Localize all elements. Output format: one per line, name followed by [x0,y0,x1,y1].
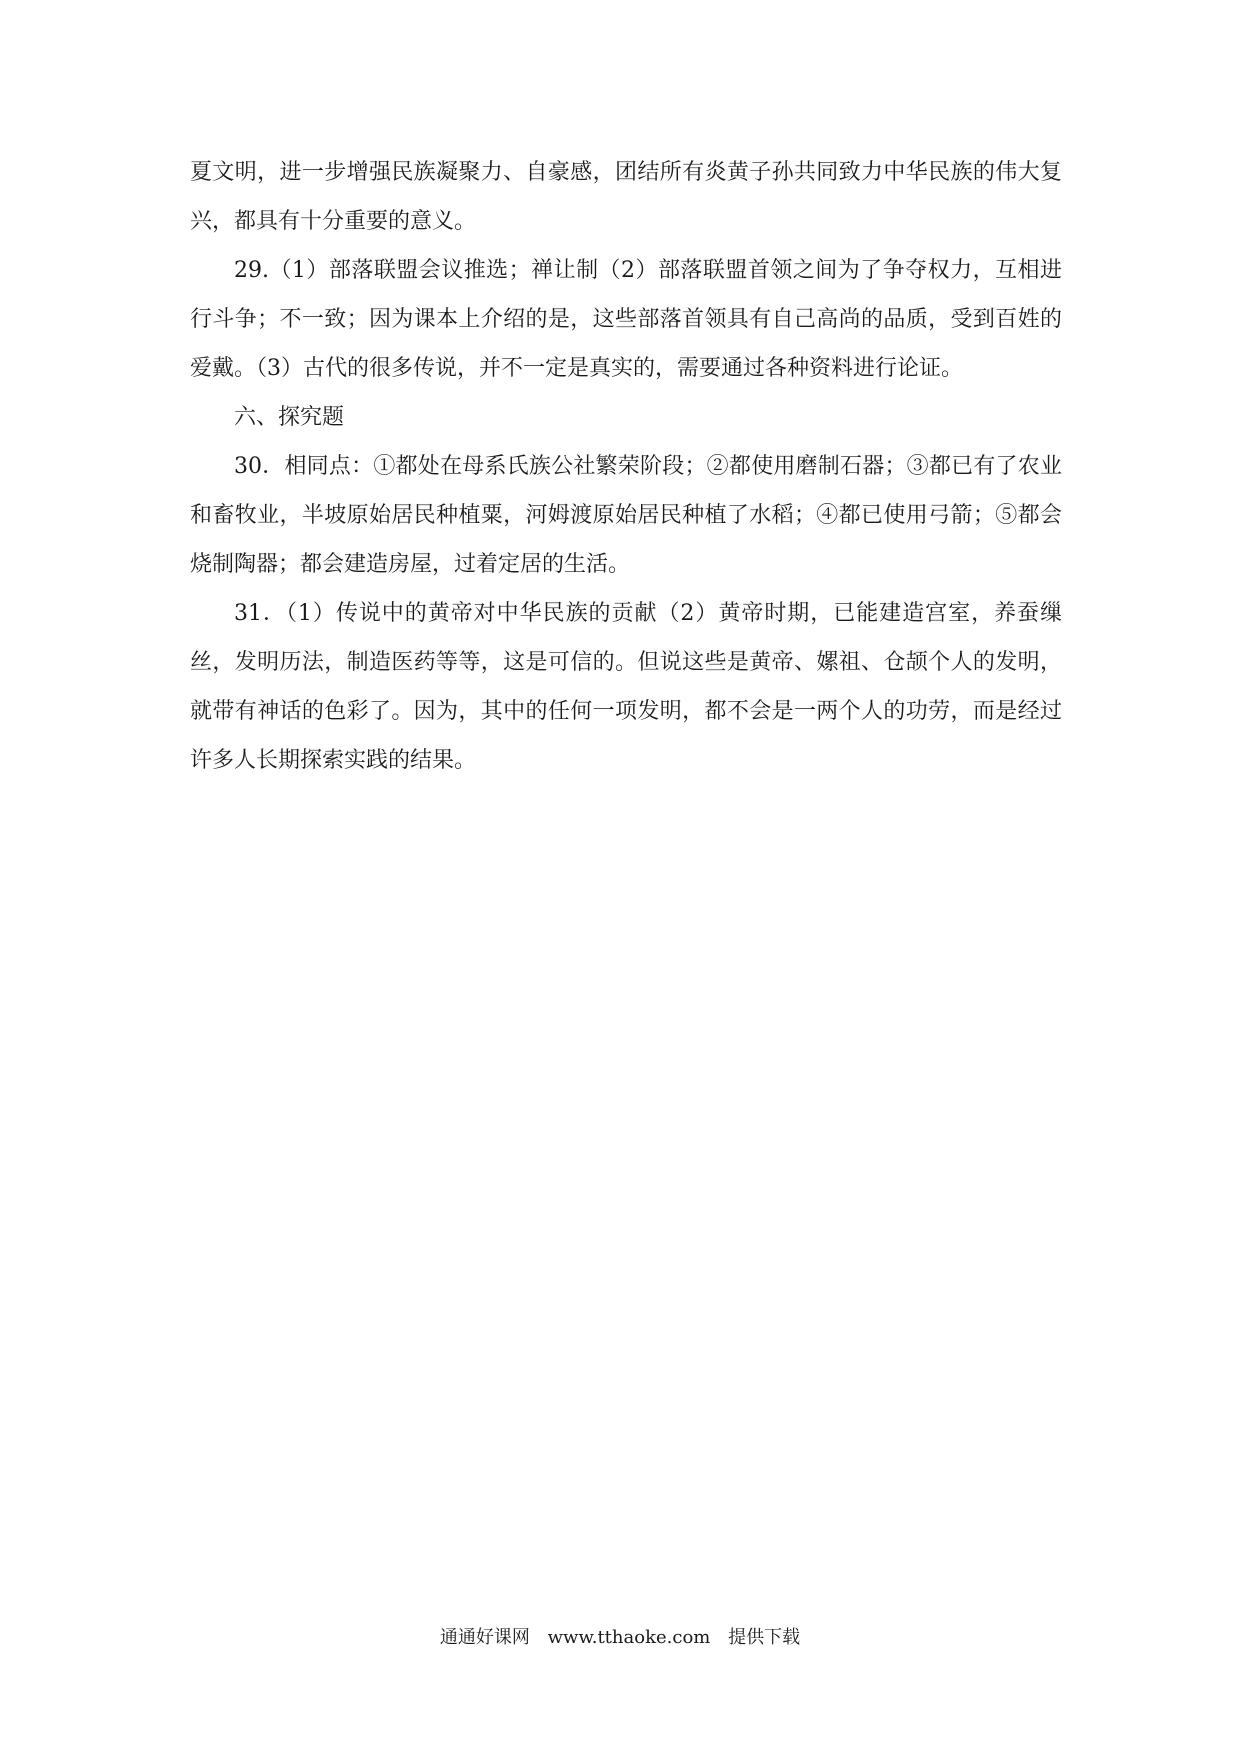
paragraph-answer-30: 30．相同点：①都处在母系氏族公社繁荣阶段；②都使用磨制石器；③都已有了农业和畜牧业，半坡原始居民种植粟，河姆渡原始居民种植了水稻；④都已使用弓箭；⑤都会烧制陶器；都会建造房屋，过着定居的生活。 [190,454,1062,577]
footer-suffix: 提供下载 [728,1627,801,1648]
page-footer [0,1625,1240,1651]
paragraph-continuation: 夏文明，进一步增强民族凝聚力、自豪感，团结所有炎黄子孙共同致力中华民族的伟大复兴，都具有十分重要的意义。 [190,160,1062,234]
footer-url[interactable]: www.tthaoke.com [547,1627,711,1648]
paragraph-answer-29: 29.（1）部落联盟会议推选；禅让制（2）部落联盟首领之间为了争夺权力，互相进行斗争；不一致；因为课本上介绍的是，这些部落首领具有自己高尚的品质，受到百姓的爱戴。（3）古代的很多传说，并不一定是真实的，需要通过各种资料进行论证。 [190,258,1062,381]
document-body [190,148,1062,785]
paragraph-answer-31: 31．（1）传说中的黄帝对中华民族的贡献（2）黄帝时期，已能建造宫室，养蚕缫丝，发明历法，制造医药等等，这是可信的。但说这些是黄帝、嫘祖、仓颉个人的发明，就带有神话的色彩了。因为，其中的任何一项发明，都不会是一两个人的功劳，而是经过许多人长期探索实践的结果。 [190,601,1062,773]
section-heading-inquiry: 六、探究题 [234,405,345,430]
footer-site-name: 通通好课网 [439,1627,530,1648]
